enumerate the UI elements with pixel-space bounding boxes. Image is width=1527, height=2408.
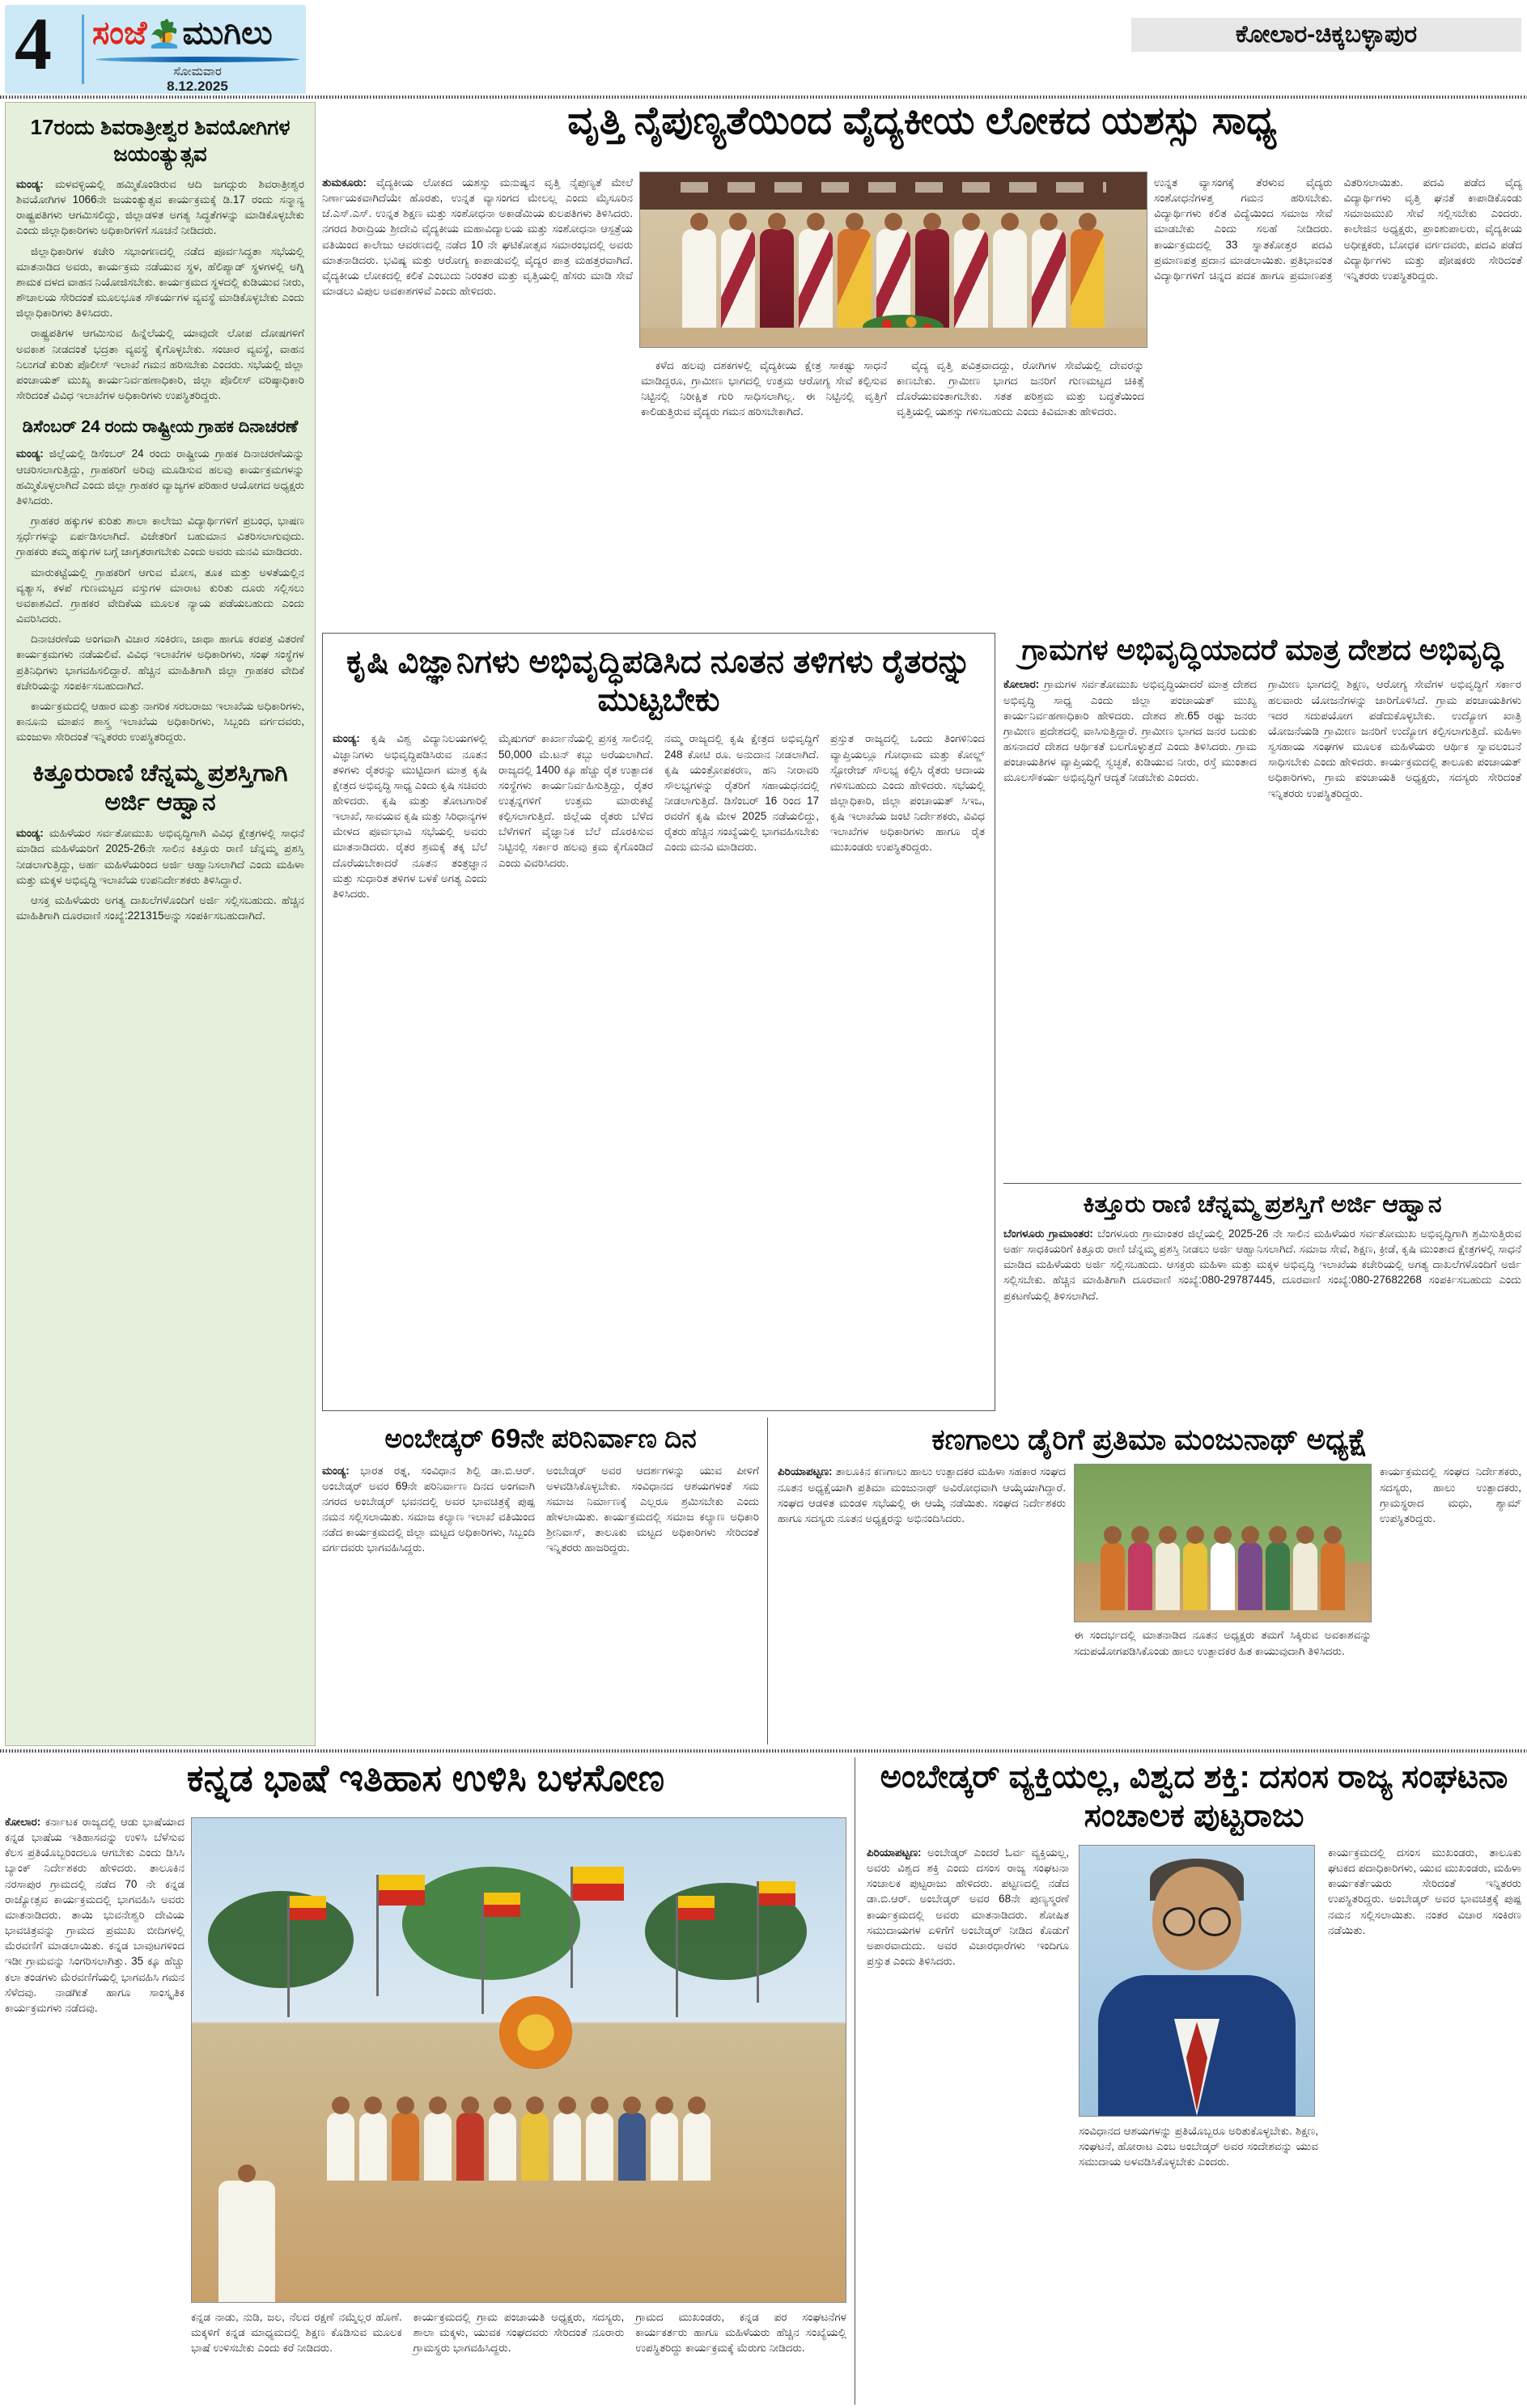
body-text: ಕಾರ್ಯಕ್ರಮದಲ್ಲಿ ಸಂಘದ ನಿರ್ದೇಶಕರು, ಸದಸ್ಯರು, ಹಾಲು ಉತ್ಪಾದಕರು, ಗ್ರಾಮಸ್ಥರಾದ ಮಧು, ಶ್ಯಾಮ್ ಉಪಸ್ಥಿತರಿದ್ದರು. [1380, 1465, 1521, 1524]
article-medical-convocation [322, 100, 1522, 626]
dateline: ಕೋಲಾರ: [5, 1816, 41, 1828]
person-figure [1071, 229, 1105, 328]
body-text: ಅಂಬೇಡ್ಕರ್ ಎಂದರೆ ಓರ್ವ ವ್ಯಕ್ತಿಯಲ್ಲ, ಅವರು ವಿಶ್ವದ ಶಕ್ತಿ ಎಂದು ದಸಂಸ ರಾಜ್ಯ ಸಂಘಟನಾ ಸಂಚಾಲಕ ಪುಟ್ಟರಾಜು ಹೇಳಿದರು. ಪಟ್ಟಣದಲ್ಲಿ ನಡೆದ ಡಾ.ಬಿ.ಆರ್. ಅಂಬೇಡ್ಕರ್ ಅವರ 68ನೇ ಪುಣ್ಯಸ್ಮರಣೆ ಕಾರ್ಯಕ್ರಮದಲ್ಲಿ ಅವರು ಮಾತನಾಡಿದರು. ಶೋಷಿತ ಸಮುದಾಯಗಳ ಏಳಿಗೆಗೆ ಅಂಬೇಡ್ಕರ್ ನೀಡಿದ ಕೊಡುಗೆ ಅಪಾರವಾದುದು. ಅವರ ವಿಚಾರಧಾರೆಗಳು ಇಂದಿಗೂ ಪ್ರಸ್ತುತ ಎಂದು ತಿಳಿಸಿದರು. [867, 1846, 1069, 1968]
body-text: ಗ್ರಾಮಗಳ ಸರ್ವತೋಮುಖ ಅಭಿವೃದ್ಧಿಯಾದರೆ ಮಾತ್ರ ದೇಶದ ಅಭಿವೃದ್ಧಿ ಸಾಧ್ಯ ಎಂದು ಜಿಲ್ಲಾ ಪಂಚಾಯತ್ ಮುಖ್ಯ ಕಾರ್ಯನಿರ್ವಹಣಾಧಿಕಾರಿ ಹೇಳಿದರು. ದೇಶದ ಶೇ.65 ರಷ್ಟು ಜನರು ಗ್ರಾಮೀಣ ಪ್ರದೇಶದಲ್ಲಿ ವಾಸಿಸುತ್ತಿದ್ದಾರೆ. ಗ್ರಾಮೀಣ ಭಾಗದ ಜನರ ಬದುಕು ಹಸನಾದರೆ ದೇಶದ ಆರ್ಥಿಕತೆ ಬಲಗೊಳ್ಳುತ್ತದೆ ಎಂದು ತಿಳಿಸಿದರು. ಗ್ರಾಮ ಪಂಚಾಯತಿಗಳ ವ್ಯಾಪ್ತಿಯಲ್ಲಿ ಸ್ವಚ್ಛತೆ, ಕುಡಿಯುವ ನೀರು, ರಸ್ತೆ ಮುಂತಾದ ಮೂಲಸೌಕರ್ಯ ಅಭಿವೃದ್ಧಿಗೆ ಆದ್ಯತೆ ನೀಡಬೇಕು ಎಂದರು. [1003, 678, 1257, 784]
body-text: ಆಸಕ್ತ ಮಹಿಳೆಯರು ಅಗತ್ಯ ದಾಖಲೆಗಳೊಂದಿಗೆ ಅರ್ಜಿ ಸಲ್ಲಿಸಬಹುದು. ಹೆಚ್ಚಿನ ಮಾಹಿತಿಗಾಗಿ ದೂರವಾಣಿ ಸಂಖ್ಯೆ:221315ಅನ್ನು ಸಂಪರ್ಕಿಸಬಹುದಾಗಿದೆ. [16, 893, 304, 922]
logo-text-black: ಮುಗಿಲು [182, 15, 273, 51]
body-text: ತಾಲೂಕಿನ ಕಣಗಾಲು ಹಾಲು ಉತ್ಪಾದಕರ ಮಹಿಳಾ ಸಹಕಾರ ಸಂಘದ ನೂತನ ಅಧ್ಯಕ್ಷೆಯಾಗಿ ಪ್ರತಿಮಾ ಮಂಜುನಾಥ್ ಅವಿರೋಧವಾಗಿ ಆಯ್ಕೆಯಾಗಿದ್ದಾರೆ. ಸಂಘದ ಆಡಳಿತ ಮಂಡಳಿ ಸಭೆಯಲ್ಲಿ ಈ ಆಯ್ಕೆ ನಡೆಯಿತು. ಸಂಘದ ನಿರ್ದೇಶಕರು ಹಾಗೂ ಸದಸ್ಯರು ನೂತನ ಅಧ್ಯಕ್ಷರನ್ನು ಅಭಿನಂದಿಸಿದರು. [778, 1465, 1066, 1524]
headline: 17ರಂದು ಶಿವರಾತ್ರೀಶ್ವರ ಶಿವಯೋಗಿಗಳ ಜಯಂತ್ಯುತ್ಸವ [30, 115, 291, 166]
person-figure [456, 2113, 484, 2181]
glasses-icon [1158, 1907, 1236, 1935]
person-figure [1101, 1542, 1125, 1610]
body-text: ಜಿಲ್ಲಾಧಿಕಾರಿಗಳ ಕಚೇರಿ ಸಭಾಂಗಣದಲ್ಲಿ ನಡೆದ ಪೂರ್ವಸಿದ್ಧತಾ ಸಭೆಯಲ್ಲಿ ಮಾತನಾಡಿದ ಅವರು, ಕಾರ್ಯಕ್ರಮ ನಡೆಯುವ ಸ್ಥಳ, ಹೆಲಿಪ್ಯಾಡ್ ಸ್ಥಳಗಳಲ್ಲಿ ಅಗ್ನಿ ಶಾಮಕ ದಳದ ವಾಹನ ನಿಯೋಜಿಸಬೇಕು. ಕಾರ್ಯಕ್ರಮದ ಸ್ಥಳದಲ್ಲಿ ಕುಡಿಯುವ ನೀರು, ಶೌಚಾಲಯ ಸೇರಿದಂತೆ ಮೂಲಭೂತ ಸೌಕರ್ಯಗಳ ವ್ಯವಸ್ಥೆ ಮಾಡಿಕೊಳ್ಳಬೇಕು ಎಂದು ಜಿಲ್ಲಾಧಿಕಾರಿಗಳು ತಿಳಿಸಿದರು. [16, 244, 304, 320]
headline: ಅಂಬೇಡ್ಕರ್ 69ನೇ ಪರಿನಿರ್ವಾಣ ದಿನ [384, 1423, 697, 1453]
garlanded-portrait [499, 1996, 572, 2069]
stage-floor [640, 328, 1147, 347]
foreground-person [218, 2181, 275, 2302]
body-text: ಮಾರುಕಟ್ಟೆಯಲ್ಲಿ ಗ್ರಾಹಕರಿಗೆ ಆಗುವ ಮೋಸ, ತೂಕ ಮತ್ತು ಅಳತೆಯಲ್ಲಿನ ವ್ಯತ್ಯಾಸ, ಕಳಪೆ ಗುಣಮಟ್ಟದ ವಸ್ತುಗಳ ಮಾರಾಟ ಕುರಿತು ದೂರು ಸಲ್ಲಿಸಲು ಅವಕಾಶವಿದೆ. ಗ್ರಾಹಕರ ವೇದಿಕೆಯ ಮೂಲಕ ನ್ಯಾಯ ಪಡೆಯಬಹುದು ಎಂದು ವಿವರಿಸಿದರು. [16, 566, 304, 625]
body-text: ವೈದ್ಯಕೀಯ ಲೋಕದ ಯಶಸ್ಸು ಮನುಷ್ಯನ ವೃತ್ತಿ ನೈಪುಣ್ಯತೆ ಮೇಲೆ ನಿರ್ಣಾಯಕವಾಗಿದೆಯೇ ಹೊರತು, ಉನ್ನತ ವ್ಯಾಸಂಗದ ಮೇಲಲ್ಲ ಎಂದು ಮೈಸೂರಿನ ಜೆ.ಎಸ್.ಎಸ್. ಉನ್ನತ ಶಿಕ್ಷಣ ಮತ್ತು ಸಂಶೋಧನಾ ಅಕಾಡೆಮಿಯ ಕುಲಪತಿಗಳು ತಿಳಿಸಿದರು. ನಗರದ ಶಿರಾದ್ರಿಯ ಶ್ರೀದೇವಿ ವೈದ್ಯಕೀಯ ಮಹಾವಿದ್ಯಾಲಯ ಮತ್ತು ಸಂಶೋಧನಾ ಆಸ್ಪತ್ರೆಯ ವತಿಯಿಂದ ಕಾಲೇಜು ಆವರಣದಲ್ಲಿ ನಡೆದ 10 ನೇ ಘಟಿಕೋತ್ಸವ ಸಮಾರಂಭದಲ್ಲಿ ಅವರು ಮಾತನಾಡಿದರು. ಭವಿಷ್ಯ ಮತ್ತು ಆರೋಗ್ಯ ಕಾಪಾಡುವಲ್ಲಿ ವೈದ್ಯರ ಪಾತ್ರ ಮಹತ್ತರವಾಗಿದೆ. ವೈದ್ಯಕೀಯ ಲೋಕದಲ್ಲಿ ಕಲಿಕೆ ಎಂಬುದು ನಿರಂತರ ಮತ್ತು ವೃತ್ತಿಯಲ್ಲಿ ಹೆಸರು ಮಾಡಿ ಸೇವೆ ಮಾಡಲು ವಿಪುಲ ಅವಕಾಶಗಳಿವೆ ಎಂದು ಹೇಳಿದರು. [322, 176, 633, 298]
top-separator-rule [0, 95, 1527, 99]
person-figure [915, 229, 949, 328]
person-figure [954, 229, 988, 328]
person-figure [1128, 1542, 1152, 1610]
dateline: ತುಮಕೂರು: [322, 176, 367, 189]
kannada-flag [289, 1896, 326, 1920]
body-text: ಪ್ರಸ್ತುತ ರಾಜ್ಯದಲ್ಲಿ ಒಂದು ತಿಂಗಳಿನಿಂದ ವ್ಯಾಪ್ತಿಯಲ್ಲೂ ಗೋಧಾಮ ಮತ್ತು ಕೋಲ್ಡ್ ಸ್ಟೋರೇಜ್ ಸೌಲಭ್ಯ ಕಲ್ಪಿಸಿ ರೈತರು ಆದಾಯ ಗಳಿಸಬಹುದು ಎಂದು ಹೇಳಿದರು. ಸಭೆಯಲ್ಲಿ ಜಿಲ್ಲಾಧಿಕಾರಿ, ಜಿಲ್ಲಾ ಪಂಚಾಯತ್ ಸಿಇಒ, ಕೃಷಿ ಇಲಾಖೆಯ ಜಂಟಿ ನಿರ್ದೇಶಕರು, ವಿವಿಧ ಇಲಾಖೆಗಳ ಅಧಿಕಾರಿಗಳು ಹಾಗೂ ರೈತ ಮುಖಂಡರು ಉಪಸ್ಥಿತರಿದ್ದರು. [830, 732, 985, 854]
body-text: ರಾಷ್ಟ್ರಪತಿಗಳ ಆಗಮಿಸುವ ಹಿನ್ನೆಲೆಯಲ್ಲಿ ಯಾವುದೇ ಲೋಪ ದೋಷಗಳಿಗೆ ಅವಕಾಶ ನೀಡದಂತೆ ಭದ್ರತಾ ವ್ಯವಸ್ಥೆ ಕೈಗೊಳ್ಳಬೇಕು. ಸಂಚಾರ ವ್ಯವಸ್ಥೆ, ವಾಹನ ನಿಲುಗಡೆ ಕುರಿತು ಪೊಲೀಸ್ ಇಲಾಖೆ ಗಮನ ಹರಿಸಬೇಕು ಎಂದರು. ಸಭೆಯಲ್ಲಿ ಜಿಲ್ಲಾ ಪಂಚಾಯತ್ ಮುಖ್ಯ ಕಾರ್ಯನಿರ್ವಹಣಾಧಿಕಾರಿ, ಜಿಲ್ಲಾ ಪೊಲೀಸ್ ವರಿಷ್ಠಾಧಿಕಾರಿ ಸೇರಿದಂತೆ ವಿವಿಧ ಇಲಾಖೆಗಳ ಅಧಿಕಾರಿಗಳು ಉಪಸ್ಥಿತರಿದ್ದರು. [16, 327, 304, 402]
person-figure [359, 2113, 387, 2181]
person-figure [838, 229, 872, 328]
person-figure [392, 2113, 419, 2181]
logo-underline [95, 57, 299, 62]
body-text: ಕಳೆದ ಹಲವು ದಶಕಗಳಲ್ಲಿ ವೈದ್ಯಕೀಯ ಕ್ಷೇತ್ರ ಸಾಕಷ್ಟು ಸಾಧನೆ ಮಾಡಿದ್ದರೂ, ಗ್ರಾಮೀಣ ಭಾಗದಲ್ಲಿ ಉತ್ತಮ ಆರೋಗ್ಯ ಸೇವೆ ಕಲ್ಪಿಸುವ ನಿಟ್ಟಿನಲ್ಲಿ ನಿರೀಕ್ಷಿತ ಗುರಿ ಸಾಧಿಸಲಾಗಿಲ್ಲ. ಈ ನಿಟ್ಟಿನಲ್ಲಿ ವೃತ್ತಿಗೆ ಕಾಲಿಡುತ್ತಿರುವ ವೈದ್ಯರು ಗಮನ ಹರಿಸಬೇಕಾಗಿದೆ. [641, 359, 887, 418]
procession-crowd [192, 2113, 846, 2181]
person-figure [1211, 1542, 1235, 1610]
kannada-flag [483, 1893, 520, 1917]
person-figure [651, 2113, 678, 2181]
body-text: ಬೆಂಗಳೂರು ಗ್ರಾಮಾಂತರ ಜಿಲ್ಲೆಯಲ್ಲಿ 2025-26 ನೇ ಸಾಲಿನ ಮಹಿಳೆಯರ ಸರ್ವತೋಮುಖ ಅಭಿವೃದ್ಧಿಗಾಗಿ ಶ್ರಮಿಸುತ್ತಿರುವ ಅರ್ಹ ಸಾಧಕಿಯರಿಗೆ ಕಿತ್ತೂರು ರಾಣಿ ಚೆನ್ನಮ್ಮ ಪ್ರಶಸ್ತಿ ನೀಡಲು ಅರ್ಜಿ ಆಹ್ವಾನಿಸಲಾಗಿದೆ. ಸಮಾಜ ಸೇವೆ, ಶಿಕ್ಷಣ, ಕ್ರೀಡೆ, ಕೃಷಿ ಮುಂತಾದ ಕ್ಷೇತ್ರಗಳಲ್ಲಿ ಸಾಧನೆ ಮಾಡಿದ ಮಹಿಳೆಯರು ಅರ್ಜಿ ಸಲ್ಲಿಸಬಹುದು. ಆಸಕ್ತರು ಮಹಿಳಾ ಮತ್ತು ಮಕ್ಕಳ ಅಭಿವೃದ್ಧಿ ಇಲಾಖೆಯ ಕಚೇರಿಯಲ್ಲಿ ಅಗತ್ಯ ದಾಖಲೆಗಳೊಂದಿಗೆ ಅರ್ಜಿ ಸಲ್ಲಿಸಬೇಕು. ಹೆಚ್ಚಿನ ಮಾಹಿತಿಗಾಗಿ ದೂರವಾಣಿ ಸಂಖ್ಯೆ:080-29787445, ದೂರವಾಣಿ ಸಂಖ್ಯೆ:080-27682268 ಸಂಪರ್ಕಿಸಬಹುದು ಎಂದು ಪ್ರಕಟಣೆಯಲ್ಲಿ ತಿಳಿಸಲಾಗಿದೆ. [1003, 1227, 1521, 1302]
article-kitturu-rani-award [1003, 1183, 1521, 1413]
body-text: ಮಹಿಳೆಯರ ಸರ್ವತೋಮುಖ ಅಭಿವೃದ್ಧಿಗಾಗಿ ವಿವಿಧ ಕ್ಷೇತ್ರಗಳಲ್ಲಿ ಸಾಧನೆ ಮಾಡಿದ ಮಹಿಳೆಯರಿಗೆ 2025-26ನೇ ಸಾಲಿನ ಕಿತ್ತೂರು ರಾಣಿ ಚೆನ್ನಮ್ಮ ಪ್ರಶಸ್ತಿ ನೀಡಲಾಗುತ್ತಿದ್ದು, ಅರ್ಹ ಮಹಿಳೆಯರಿಂದ ಅರ್ಜಿ ಆಹ್ವಾನಿಸಲಾಗಿದೆ ಎಂದು ಮಹಿಳಾ ಮತ್ತು ಮಕ್ಕಳ ಅಭಿವೃದ್ಧಿ ಇಲಾಖೆಯ ಉಪನಿರ್ದೇಶಕರು ತಿಳಿಸಿದ್ದಾರೆ. [16, 827, 304, 886]
body-text: ಕನ್ನಡ ನಾಡು, ನುಡಿ, ಜಲ, ನೆಲದ ರಕ್ಷಣೆ ನಮ್ಮೆಲ್ಲರ ಹೊಣೆ. ಮಕ್ಕಳಿಗೆ ಕನ್ನಡ ಮಾಧ್ಯಮದಲ್ಲಿ ಶಿಕ್ಷಣ ಕೊಡಿಸುವ ಮೂಲಕ ಭಾಷೆ ಉಳಿಸಬೇಕು ಎಂದು ಕರೆ ನೀಡಿದರು. [191, 2311, 402, 2355]
article-column [322, 175, 633, 621]
person-figure [327, 2113, 354, 2181]
masthead [5, 2, 306, 94]
body-text: ನಮ್ಮ ರಾಜ್ಯದಲ್ಲಿ ಕೃಷಿ ಕ್ಷೇತ್ರದ ಅಭಿವೃದ್ಧಿಗೆ 248 ಕೋಟಿ ರೂ. ಅನುದಾನ ನೀಡಲಾಗಿದೆ. ಕೃಷಿ ಯಂತ್ರೋಪಕರಣ, ಹನಿ ನೀರಾವರಿ ಸೌಲಭ್ಯಗಳನ್ನು ರೈತರಿಗೆ ಸಹಾಯಧನದಲ್ಲಿ ನೀಡಲಾಗುತ್ತಿದೆ. ಡಿಸೆಂಬರ್ 16 ರಿಂದ 17 ರವರೆಗೆ ಕೃಷಿ ಮೇಳ 2025 ನಡೆಯಲಿದ್ದು, ರೈತರು ಹೆಚ್ಚಿನ ಸಂಖ್ಯೆಯಲ್ಲಿ ಭಾಗವಹಿಸಬೇಕು ಎಂದು ಮನವಿ ಮಾಡಿದರು. [664, 732, 819, 854]
stage-people [640, 229, 1147, 328]
person-figure [521, 2113, 549, 2181]
article-column [641, 358, 887, 621]
rajyotsava-procession-photo [191, 1817, 846, 2303]
headline: ಕಿತ್ತೂರುರಾಣಿ ಚೆನ್ನಮ್ಮ ಪ್ರಶಸ್ತಿಗಾಗಿ ಅರ್ಜಿ ಆಹ್ವಾನ [32, 760, 288, 816]
article-dairy-president [767, 1418, 1521, 1745]
article-column [5, 1814, 185, 2402]
person-figure [876, 229, 910, 328]
body-text: ಕರ್ನಾಟಕ ರಾಜ್ಯದಲ್ಲಿ ಆಡು ಭಾಷೆಯಾದ ಕನ್ನಡ ಭಾಷೆಯ ಇತಿಹಾಸವನ್ನು ಉಳಿಸಿ ಬೆಳೆಸುವ ಕೆಲಸ ಪ್ರತಿಯೊಬ್ಬರಿಂದಲೂ ಆಗಬೇಕು ಎಂದು ಡಿಸಿಸಿ ಬ್ಯಾಂಕ್ ನಿರ್ದೇಶಕರು ಹೇಳಿದರು. ತಾಲೂಕಿನ ನರಸಾಪುರ ಗ್ರಾಮದಲ್ಲಿ ನಡೆದ 70 ನೇ ಕನ್ನಡ ರಾಜ್ಯೋತ್ಸವ ಕಾರ್ಯಕ್ರಮದಲ್ಲಿ ಭಾಗವಹಿಸಿ ಅವರು ಮಾತನಾಡಿದರು. ತಾಯಿ ಭುವನೇಶ್ವರಿ ದೇವಿಯ ಭಾವಚಿತ್ರವನ್ನು ಗ್ರಾಮದ ಪ್ರಮುಖ ಬೀದಿಗಳಲ್ಲಿ ಮೆರವಣಿಗೆ ಮಾಡಲಾಯಿತು. ಕನ್ನಡ ಬಾವುಟಗಳಿಂದ ಇಡೀ ಗ್ರಾಮವನ್ನು ಸಿಂಗರಿಸಲಾಗಿತ್ತು. 35 ಕ್ಕೂ ಹೆಚ್ಚು ಕಲಾ ತಂಡಗಳು ಮೆರವಣಿಗೆಯಲ್ಲಿ ಭಾಗವಹಿಸಿ ಗಮನ ಸೆಳೆದವು. ನಾಡಗೀತೆ ಹಾಗೂ ಸಾಂಸ್ಕೃತಿಕ ಕಾರ್ಯಕ್ರಮಗಳು ನಡೆದವು. [5, 1816, 185, 2014]
kannada-flag [378, 1875, 425, 1906]
dateline: ಬೆಂಗಳೂರು ಗ್ರಾಮಾಂತರ: [1003, 1227, 1093, 1240]
person-figure [760, 229, 794, 328]
headline: ವೃತ್ತಿ ನೈಪುಣ್ಯತೆಯಿಂದ ವೈದ್ಯಕೀಯ ಲೋಕದ ಯಶಸ್ಸು ಸಾಧ್ಯ [567, 100, 1277, 142]
tree [208, 1891, 354, 1988]
left-rail [5, 102, 316, 1746]
body-text: ಜಿಲ್ಲೆಯಲ್ಲಿ ಡಿಸೆಂಬರ್ 24 ರಂದು ರಾಷ್ಟ್ರೀಯ ಗ್ರಾಹಕ ದಿನಾಚರಣೆಯನ್ನು ಆಚರಿಸಲಾಗುತ್ತಿದ್ದು, ಗ್ರಾಹಕರಿಗೆ ಅರಿವು ಮೂಡಿಸುವ ಹಲವು ಕಾರ್ಯಕ್ರಮಗಳನ್ನು ಹಮ್ಮಿಕೊಳ್ಳಲಾಗಿದೆ ಎಂದು ಜಿಲ್ಲಾ ಗ್ರಾಹಕರ ವ್ಯಾಜ್ಯಗಳ ಪರಿಹಾರ ಆಯೋಗದ ಅಧ್ಯಕ್ಷರು ತಿಳಿಸಿದರು. [16, 447, 304, 507]
headline: ಕನ್ನಡ ಭಾಷೆ ಇತಿಹಾಸ ಉಳಿಸಿ ಬಳಸೋಣ [186, 1757, 665, 1799]
headline: ಅಂಬೇಡ್ಕರ್ ವ್ಯಕ್ತಿಯಲ್ಲ, ವಿಶ್ವದ ಶಕ್ತಿ: ದಸಂಸ ರಾಜ್ಯ ಸಂಘಟನಾ ಸಂಚಾಲಕ ಪುಟ್ಟರಾಜು [880, 1759, 1508, 1834]
logo-text-red: ಸಂಜೆ [92, 15, 147, 51]
body-text: ಮೈಷುಗರ್ ಕಾರ್ಖಾನೆಯಲ್ಲಿ ಪ್ರಸಕ್ತ ಸಾಲಿನಲ್ಲಿ 50,000 ಮೆ.ಟನ್ ಕಬ್ಬು ಅರೆಯಲಾಗಿದೆ. ರಾಜ್ಯದಲ್ಲಿ 1400 ಕ್ಕೂ ಹೆಚ್ಚು ರೈತ ಉತ್ಪಾದಕ ಸಂಸ್ಥೆಗಳು ಕಾರ್ಯನಿರ್ವಹಿಸುತ್ತಿದ್ದು, ರೈತರ ಉತ್ಪನ್ನಗಳಿಗೆ ಉತ್ತಮ ಮಾರುಕಟ್ಟೆ ಕಲ್ಪಿಸಲಾಗುತ್ತಿದೆ. ಜಿಲ್ಲೆಯ ರೈತರು ಬೆಳೆದ ಬೆಳೆಗಳಿಗೆ ವೈಜ್ಞಾನಿಕ ಬೆಲೆ ದೊರಕಿಸುವ ನಿಟ್ಟಿನಲ್ಲಿ ಸರ್ಕಾರ ಹಲವು ಕ್ರಮ ಕೈಗೊಂಡಿದೆ ಎಂದು ವಿವರಿಸಿದರು. [498, 732, 653, 869]
headline: ಕಿತ್ತೂರು ರಾಣಿ ಚೆನ್ನಮ್ಮ ಪ್ರಶಸ್ತಿಗೆ ಅರ್ಜಿ ಆಹ್ವಾನ [1083, 1191, 1442, 1218]
article-ambedkar-parinirvana [322, 1418, 759, 1745]
dateline: ಪಿರಿಯಾಪಟ್ಟಣ: [778, 1465, 833, 1478]
masthead-day: ಸೋಮವಾರ [173, 65, 222, 78]
dateline: ಕೋಲಾರ: [1003, 678, 1040, 691]
body-text: ಉನ್ನತ ವ್ಯಾಸಂಗಕ್ಕೆ ತೆರಳುವ ವೈದ್ಯರು ಸಂಶೋಧನೆಗಳತ್ತ ಗಮನ ಹರಿಸಬೇಕು. ವಿದ್ಯಾರ್ಥಿಗಳು ಕಲಿತ ವಿದ್ಯೆಯಿಂದ ಸಮಾಜ ಸೇವೆ ಮಾಡಬೇಕು ಎಂದು ಸಲಹೆ ನೀಡಿದರು. ಕಾರ್ಯಕ್ರಮದಲ್ಲಿ 33 ಸ್ನಾತಕೋತ್ತರ ಪದವಿ ಪ್ರಮಾಣಪತ್ರ ಪ್ರದಾನ ಮಾಡಲಾಯಿತು. ಪ್ರತಿಭಾವಂತ ವಿದ್ಯಾರ್ಥಿಗಳಿಗೆ ಚಿನ್ನದ ಪದಕ ಹಾಗೂ ಪ್ರಮಾಣಪತ್ರ ವಿತರಿಸಲಾಯಿತು. ಪದವಿ ಪಡೆದ ವೈದ್ಯ ವಿದ್ಯಾರ್ಥಿಗಳು ವೃತ್ತಿ ಘನತೆ ಕಾಪಾಡಿಕೊಂಡು ಸಮಾಜಮುಖಿ ಸೇವೆ ಸಲ್ಲಿಸಬೇಕು ಎಂದರು. ಕಾಲೇಜಿನ ಅಧ್ಯಕ್ಷರು, ಪ್ರಾಂಶುಪಾಲರು, ವೈದ್ಯಕೀಯ ಅಧೀಕ್ಷಕರು, ಬೋಧಕ ವರ್ಗದವರು, ಪದವಿ ಪಡೆದ ವಿದ್ಯಾರ್ಥಿಗಳು ಮತ್ತು ಪೋಷಕರು ಸೇರಿದಂತೆ ಇನ್ನಿತರರು ಉಪಸ್ಥಿತರಿದ್ದರು. [1154, 176, 1522, 282]
dateline: ಪಿರಿಯಾಪಟ್ಟಣ: [867, 1846, 922, 1859]
article-kannada-language [5, 1757, 846, 2405]
article-ambedkar-power [855, 1757, 1521, 2405]
person-figure [682, 229, 716, 328]
kannada-flag [572, 1867, 624, 1901]
masthead-divider [82, 15, 84, 84]
article-bottom-columns [191, 2309, 846, 2402]
person-figure [618, 2113, 646, 2181]
person-figure [489, 2113, 516, 2181]
article-column [1154, 175, 1522, 621]
edition-region-label: ಕೋಲಾರ-ಚಿಕ್ಕಬಳ್ಳಾಪುರ [1131, 18, 1521, 52]
ambedkar-portrait-photo [1079, 1845, 1315, 2117]
body-text: ವೈದ್ಯ ವೃತ್ತಿ ಪವಿತ್ರವಾದದ್ದು, ರೋಗಿಗಳ ಸೇವೆಯಲ್ಲಿ ದೇವರನ್ನು ಕಾಣಬೇಕು. ಗ್ರಾಮೀಣ ಭಾಗದ ಜನರಿಗೆ ಗುಣಮಟ್ಟದ ಚಿಕಿತ್ಸೆ ದೊರೆಯುವಂತಾಗಬೇಕು. ಸತತ ಪರಿಶ್ರಮ ಮತ್ತು ಬದ್ಧತೆಯಿಂದ ವೃತ್ತಿಯಲ್ಲಿ ಯಶಸ್ಸು ಗಳಿಸಬಹುದು ಎಂದು ಕಿವಿಮಾತು ಹೇಳಿದರು. [897, 359, 1144, 418]
article-agriculture [322, 633, 995, 1411]
body-text: ಕಾರ್ಯಕ್ರಮದಲ್ಲಿ ದಸಂಸ ಮುಖಂಡರು, ತಾಲೂಕು ಘಟಕದ ಪದಾಧಿಕಾರಿಗಳು, ಯುವ ಮುಖಂಡರು, ಮಹಿಳಾ ಕಾರ್ಯಕರ್ತೆಯರು ಸೇರಿದಂತೆ ಇನ್ನಿತರರು ಉಪಸ್ಥಿತರಿದ್ದರು. ಅಂಬೇಡ್ಕರ್ ಅವರ ಭಾವಚಿತ್ರಕ್ಕೆ ಪುಷ್ಪ ನಮನ ಸಲ್ಲಿಸಲಾಯಿತು. ನಂತರ ವಿಚಾರ ಸಂಕಿರಣ ನಡೆಯಿತು. [1328, 1846, 1521, 1936]
body-text: ಕೃಷಿ ವಿಶ್ವ ವಿದ್ಯಾನಿಲಯಗಳಲ್ಲಿ ವಿಜ್ಞಾನಿಗಳು ಅಭಿವೃದ್ಧಿಪಡಿಸಿರುವ ನೂತನ ತಳಿಗಳು ರೈತರನ್ನು ಮುಟ್ಟಿದಾಗ ಮಾತ್ರ ಕೃಷಿ ಕ್ಷೇತ್ರದ ಅಭಿವೃದ್ಧಿ ಸಾಧ್ಯ ಎಂದು ಕೃಷಿ ಸಚಿವರು ಹೇಳಿದರು. ಕೃಷಿ ಮತ್ತು ತೋಟಗಾರಿಕೆ ಇಲಾಖೆ, ಸಾವಯವ ಕೃಷಿ ಮತ್ತು ಸಿರಿಧಾನ್ಯಗಳ ಮೇಳದ ಪೂರ್ವಭಾವಿ ಸಭೆಯಲ್ಲಿ ಅವರು ಮಾತನಾಡಿದರು. ರೈತರ ಶ್ರಮಕ್ಕೆ ತಕ್ಕ ಬೆಲೆ ದೊರೆಯಬೇಕಾದರೆ ನೂತನ ತಂತ್ರಜ್ಞಾನ ಮತ್ತು ಸುಧಾರಿತ ತಳಿಗಳ ಬಳಕೆ ಅಗತ್ಯ ಎಂದು ತಿಳಿಸಿದರು. [333, 732, 487, 900]
newspaper-logo [92, 15, 273, 53]
person-figure [1238, 1542, 1262, 1610]
stage-banner [640, 172, 1147, 210]
headline: ಕಣಗಾಲು ಡೈರಿಗೆ ಪ್ರತಿಮಾ ಮಂಜುನಾಥ್ ಅಧ್ಯಕ್ಷೆ [931, 1422, 1368, 1456]
body-text: ಗ್ರಾಮದ ಮುಖಂಡರು, ಕನ್ನಡ ಪರ ಸಂಘಟನೆಗಳ ಕಾರ್ಯಕರ್ತರು ಹಾಗೂ ಮಹಿಳೆಯರು ಹೆಚ್ಚಿನ ಸಂಖ್ಯೆಯಲ್ಲಿ ಉಪಸ್ಥಿತರಿದ್ದು ಕಾರ್ಯಕ್ರಮಕ್ಕೆ ಮೆರುಗು ನೀಡಿದರು. [635, 2311, 846, 2355]
person-figure [1032, 229, 1066, 328]
dateline: ಮಂಡ್ಯ: [16, 178, 44, 190]
palm-sun-logo-icon [150, 15, 179, 53]
body-text: ಗ್ರಾಹಕರ ಹಕ್ಕುಗಳ ಕುರಿತು ಶಾಲಾ ಕಾಲೇಜು ವಿದ್ಯಾರ್ಥಿಗಳಿಗೆ ಪ್ರಬಂಧ, ಭಾಷಣ ಸ್ಪರ್ಧೆಗಳನ್ನು ಏರ್ಪಡಿಸಲಾಗಿದೆ. ವಿಜೇತರಿಗೆ ಬಹುಮಾನ ವಿತರಿಸಲಾಗುವುದು. ಗ್ರಾಹಕರು ತಮ್ಮ ಹಕ್ಕುಗಳ ಬಗ್ಗೆ ಜಾಗೃತರಾಗಬೇಕು ಎಂದು ಅವರು ಮನವಿ ಮಾಡಿದರು. [16, 515, 304, 558]
article-column [897, 358, 1144, 621]
headline: ಗ್ರಾಮಗಳ ಅಭಿವೃದ್ಧಿಯಾದರೆ ಮಾತ್ರ ದೇಶದ ಅಭಿವೃದ್ಧಿ [1021, 633, 1504, 666]
dateline: ಮಂಡ್ಯ: [322, 1464, 350, 1477]
body-text: ಕಾರ್ಯಕ್ರಮದಲ್ಲಿ ಆಹಾರ ಮತ್ತು ನಾಗರಿಕ ಸರಬರಾಜು ಇಲಾಖೆಯ ಅಧಿಕಾರಿಗಳು, ಕಾನೂನು ಮಾಪನ ಶಾಸ್ತ್ರ ಇಲಾಖೆಯ ಅಧಿಕಾರಿಗಳು, ಸಿಬ್ಬಂದಿ ವರ್ಗದವರು, ಮಂಜುಳಾ ಸೇರಿದಂತೆ ಇನ್ನಿತರರು ಉಪಸ್ಥಿತರಿದ್ದರು. [16, 699, 304, 744]
person-figure [683, 2113, 710, 2181]
body-text: ಅಂಬೇಡ್ಕರ್ ಅವರ ಆದರ್ಶಗಳನ್ನು ಯುವ ಪೀಳಿಗೆ ಅಳವಡಿಸಿಕೊಳ್ಳಬೇಕು. ಸಂವಿಧಾನದ ಆಶಯಗಳಂತೆ ಸಮ ಸಮಾಜ ನಿರ್ಮಾಣಕ್ಕೆ ಎಲ್ಲರೂ ಶ್ರಮಿಸಬೇಕು ಎಂದು ಹೇಳಲಾಯಿತು. ಕಾರ್ಯಕ್ರಮದಲ್ಲಿ ಸಮಾಜ ಕಲ್ಯಾಣ ಅಧಿಕಾರಿ ಶ್ರೀನಿವಾಸ್, ತಾಲೂಕು ಮಟ್ಟದ ಅಧಿಕಾರಿಗಳು ಸೇರಿದಂತೆ ಇನ್ನಿತರರು ಹಾಜರಿದ್ದರು. [546, 1464, 759, 1554]
person-figure [1321, 1542, 1345, 1610]
person-figure [1293, 1542, 1317, 1610]
person-figure [554, 2113, 581, 2181]
convocation-stage-photo [639, 172, 1147, 348]
masthead-date: 8.12.2025 [167, 78, 228, 94]
kannada-flag [677, 1896, 715, 1920]
body-text: ಈ ಸಂದರ್ಭದಲ್ಲಿ ಮಾತನಾಡಿದ ನೂತನ ಅಧ್ಯಕ್ಷರು ತಮಗೆ ಸಿಕ್ಕಿರುವ ಅವಕಾಶವನ್ನು ಸದುಪಯೋಗಪಡಿಸಿಕೊಂಡು ಹಾಲು ಉತ್ಪಾದಕರ ಹಿತ ಕಾಯುವುದಾಗಿ ತಿಳಿಸಿದರು. [1074, 1629, 1372, 1657]
bottom-separator-rule [0, 1749, 1527, 1753]
dairy-people [1075, 1542, 1371, 1610]
person-figure [993, 229, 1027, 328]
tree [402, 1867, 580, 1980]
headline: ಕೃಷಿ ವಿಜ್ಞಾನಿಗಳು ಅಭಿವೃದ್ಧಿಪಡಿಸಿದ ನೂತನ ತಳಿಗಳು ರೈತರನ್ನು ಮುಟ್ಟಬೇಕು [346, 644, 971, 719]
dateline: ಮಂಡ್ಯ: [16, 447, 44, 460]
person-figure [1183, 1542, 1207, 1610]
kannada-flag [758, 1881, 795, 1906]
person-figure [586, 2113, 613, 2181]
headline: ಡಿಸೆಂಬರ್ 24 ರಂದು ರಾಷ್ಟ್ರೀಯ ಗ್ರಾಹಕ ದಿನಾಚರಣೆ [22, 418, 299, 437]
person-figure [799, 229, 833, 328]
article-village-development [1003, 633, 1521, 1180]
body-text: ಸಂವಿಧಾನದ ಆಶಯಗಳನ್ನು ಪ್ರತಿಯೊಬ್ಬರೂ ಅರಿತುಕೊಳ್ಳಬೇಕು. ಶಿಕ್ಷಣ, ಸಂಘಟನೆ, ಹೋರಾಟ ಎಂಬ ಅಂಬೇಡ್ಕರ್ ಅವರ ಸಂದೇಶವನ್ನು ಯುವ ಸಮುದಾಯ ಅಳವಡಿಸಿಕೊಳ್ಳಬೇಕು ಎಂದರು. [1079, 2125, 1318, 2168]
dateline: ಮಂಡ್ಯ: [333, 732, 360, 745]
dateline: ಮಂಡ್ಯ: [16, 827, 44, 840]
person-figure [1266, 1542, 1290, 1610]
body-text: ದಿನಾಚರಣೆಯ ಅಂಗವಾಗಿ ವಿಚಾರ ಸಂಕಿರಣ, ಜಾಥಾ ಹಾಗೂ ಕರಪತ್ರ ವಿತರಣೆ ಕಾರ್ಯಕ್ರಮಗಳು ನಡೆಯಲಿವೆ. ವಿವಿಧ ಇಲಾಖೆಗಳ ಅಧಿಕಾರಿಗಳು, ಸಂಘ ಸಂಸ್ಥೆಗಳ ಪ್ರತಿನಿಧಿಗಳು ಭಾಗವಹಿಸಲಿದ್ದಾರೆ. ಹೆಚ್ಚಿನ ಮಾಹಿತಿಗಾಗಿ ಜಿಲ್ಲಾ ಗ್ರಾಹಕರ ವೇದಿಕೆ ಕಚೇರಿಯನ್ನು ಸಂಪರ್ಕಿಸಬಹುದಾಗಿದೆ. [16, 633, 304, 692]
body-text: ಗ್ರಾಮೀಣ ಭಾಗದಲ್ಲಿ ಶಿಕ್ಷಣ, ಆರೋಗ್ಯ ಸೇವೆಗಳ ಅಭಿವೃದ್ಧಿಗೆ ಸರ್ಕಾರ ಹಲವಾರು ಯೋಜನೆಗಳನ್ನು ಜಾರಿಗೊಳಿಸಿದೆ. ಗ್ರಾಮ ಪಂಚಾಯತಿಗಳು ಇದರ ಸದುಪಯೋಗ ಪಡೆದುಕೊಳ್ಳಬೇಕು. ಉದ್ಯೋಗ ಖಾತ್ರಿ ಯೋಜನೆಯಡಿ ಗ್ರಾಮೀಣ ಜನರಿಗೆ ಉದ್ಯೋಗ ಕಲ್ಪಿಸಲಾಗುತ್ತಿದೆ. ಮಹಿಳಾ ಸ್ವಸಹಾಯ ಸಂಘಗಳ ಮೂಲಕ ಮಹಿಳೆಯರು ಆರ್ಥಿಕ ಸ್ವಾವಲಂಬನೆ ಸಾಧಿಸಬೇಕು ಎಂದು ಹೇಳಿದರು. ಕಾರ್ಯಕ್ರಮದಲ್ಲಿ ತಾಲೂಕು ಪಂಚಾಯತ್ ಅಧಿಕಾರಿಗಳು, ಗ್ರಾಮ ಪಂಚಾಯತಿ ಅಧ್ಯಕ್ಷರು, ಸದಸ್ಯರು ಸೇರಿದಂತೆ ಇನ್ನಿತರರು ಉಪಸ್ಥಿತರಿದ್ದರು. [1268, 678, 1521, 799]
person-figure [1156, 1542, 1180, 1610]
body-text: ಮಳವಳ್ಳಿಯಲ್ಲಿ ಹಮ್ಮಿಕೊಂಡಿರುವ ಆದಿ ಜಗದ್ಗುರು ಶಿವರಾತ್ರೀಶ್ವರ ಶಿವಯೋಗಿಗಳ 1066ನೇ ಜಯಂತ್ಯುತ್ಸವ ಕಾರ್ಯಕ್ರಮಕ್ಕೆ ಡಿ.17 ರಂದು ಸನ್ಮಾನ್ಯ ರಾಷ್ಟ್ರಪತಿಗಳು ಆಗಮಿಸಲಿದ್ದು, ಜಿಲ್ಲಾಡಳಿತ ಅಗತ್ಯ ಸಿದ್ಧತೆಗಳನ್ನು ಮಾಡಿಕೊಳ್ಳಬೇಕು ಎಂದು ಜಿಲ್ಲಾಧಿಕಾರಿಗಳು ಅಧಿಕಾರಿಗಳಿಗೆ ಸೂಚನೆ ನೀಡಿದರು. [16, 178, 304, 237]
body-text: ಕಾರ್ಯಕ್ರಮದಲ್ಲಿ ಗ್ರಾಮ ಪಂಚಾಯತಿ ಅಧ್ಯಕ್ಷರು, ಸದಸ್ಯರು, ಶಾಲಾ ಮಕ್ಕಳು, ಯುವಕ ಸಂಘದವರು ಸೇರಿದಂತೆ ನೂರಾರು ಗ್ರಾಮಸ್ಥರು ಭಾಗವಹಿಸಿದ್ದರು. [413, 2311, 625, 2355]
page-number: 4 [15, 2, 52, 85]
person-figure [424, 2113, 452, 2181]
dairy-group-photo [1074, 1464, 1372, 1622]
person-figure [721, 229, 755, 328]
body-text: ಭಾರತ ರತ್ನ, ಸಂವಿಧಾನ ಶಿಲ್ಪಿ ಡಾ.ಬಿ.ಆರ್. ಅಂಬೇಡ್ಕರ್ ಅವರ 69ನೇ ಪರಿನಿರ್ವಾಣ ದಿನದ ಅಂಗವಾಗಿ ನಗರದ ಅಂಬೇಡ್ಕರ್ ಭವನದಲ್ಲಿ ಅವರ ಭಾವಚಿತ್ರಕ್ಕೆ ಪುಷ್ಪ ನಮನ ಸಲ್ಲಿಸಲಾಯಿತು. ಸಮಾಜ ಕಲ್ಯಾಣ ಇಲಾಖೆ ವತಿಯಿಂದ ನಡೆದ ಕಾರ್ಯಕ್ರಮದಲ್ಲಿ ಜಿಲ್ಲಾ ಮಟ್ಟದ ಅಧಿಕಾರಿಗಳು, ಸಿಬ್ಬಂದಿ ವರ್ಗದವರು ಭಾಗವಹಿಸಿದ್ದರು. [322, 1464, 535, 1554]
